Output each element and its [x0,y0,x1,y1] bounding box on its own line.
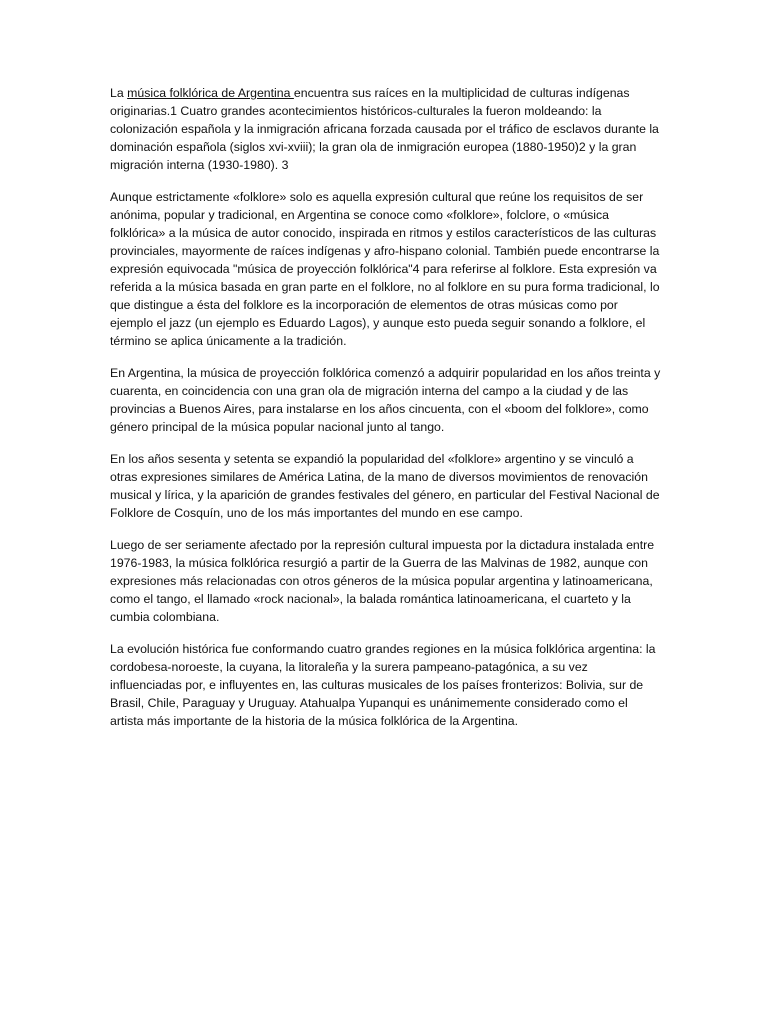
paragraph-popularity: En Argentina, la música de proyección folklórica comenzó a adquirir popularidad en los años treinta y cuarenta, en coincidencia con una gran ola de migración interna del campo a la ciudad y de las provincias a Buenos Aires, para instalarse en los años cincuenta, con el «boom del folklore», como género principal de la música popular nacional junto al tango. [110,366,661,434]
paragraph-intro-prefix: La [110,86,128,100]
paragraph-expansion: En los años sesenta y setenta se expandió la popularidad del «folklore» argentino y se vinculó a otras expresiones similares de América Latina, de la mano de diversos movimientos de renovación musical y lírica, y la aparición de grandes festivales del género, en particular del Festival Nacional de Folklore de Cosquín, uno de los más importantes del mundo en ese campo. [110,452,660,520]
paragraph-intro [110,84,662,174]
document-page [110,84,662,744]
paragraph-intro-text: encuentra sus raíces en la multiplicidad de culturas indígenas originarias.1 Cuatro grandes acontecimientos históricos-culturales la fueron moldeando: la colonización española y la inmigración africana forzada causada por el tráfico de esclavos durante la dominación española (siglos xvi-xviii); la gran ola de inmigración europea (1880-1950)2 y la gran migración interna (1930-1980). 3 [110,86,659,172]
paragraph-resurgence: Luego de ser seriamente afectado por la represión cultural impuesta por la dictadura instalada entre 1976-1983, la música folklórica resurgió a partir de la Guerra de las Malvinas de 1982, aunque con expresiones más relacionadas con otros géneros de la música popular argentina y latinoamericana, como el tango, el llamado «rock nacional», la balada romántica latinoamericana, el cuarteto y la cumbia colombiana. [110,538,655,624]
musica-folklorica-link[interactable]: música folklórica de Argentina [127,86,294,100]
paragraph-regions: La evolución histórica fue conformando cuatro grandes regiones en la música folklórica argentina: la cordobesa-noroeste, la cuyana, la litoraleña y la surera pampeano-patagónica, a su vez influenciadas por, e influyentes en, las culturas musicales de los países fronterizos: Bolivia, sur de Brasil, Chile, Paraguay y Uruguay. Atahualpa Yupanqui es unánimemente considerado como el artista más importante de la historia de la música folklórica de la Argentina. [110,642,656,728]
paragraph-definition: Aunque estrictamente «folklore» solo es aquella expresión cultural que reúne los requisitos de ser anónima, popular y tradicional, en Argentina se conoce como «folklore», folclore, o «música folklórica» a la música de autor conocido, inspirada en ritmos y estilos característicos de las culturas provinciales, mayormente de raíces indígenas y afro-hispano colonial. También puede encontrarse la expresión equivocada "música de proyección folklórica"4 para referirse al folklore. Esta expresión va referida a la música basada en gran parte en el folklore, no al folklore en su pura forma tradicional, lo que distingue a ésta del folklore es la incorporación de elementos de otras músicas como por ejemplo el jazz (un ejemplo es Eduardo Lagos), y aunque esto pueda seguir sonando a folklore, el término se aplica únicamente a la tradición. [110,190,660,348]
